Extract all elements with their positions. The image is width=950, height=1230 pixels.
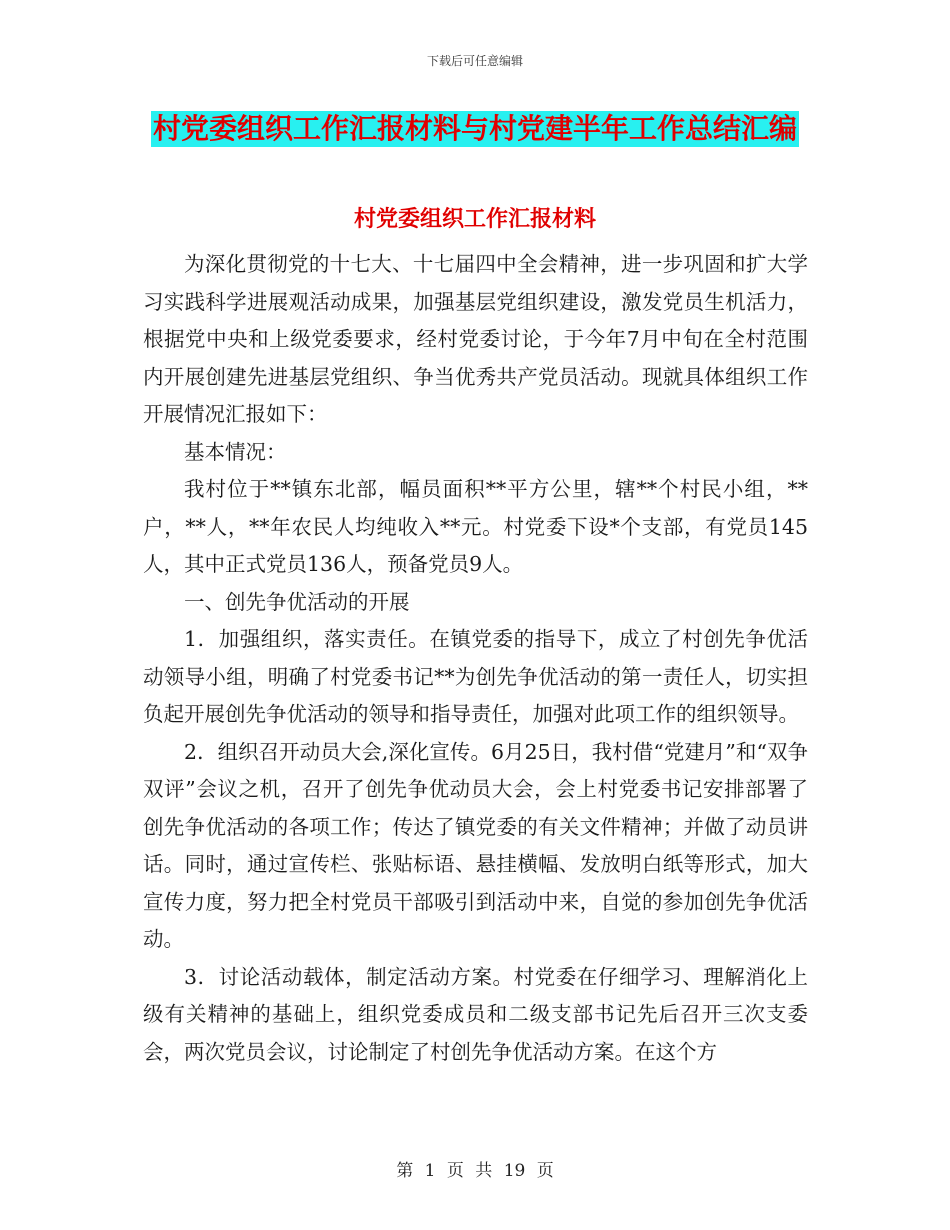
document-body xyxy=(143,246,808,1071)
paragraph: 基本情况： xyxy=(184,439,287,464)
paragraph: 一、创先争优活动的开展 xyxy=(184,589,410,614)
page-number-footer: 第 1 页 共 19 页 xyxy=(396,1161,554,1181)
document-title-container xyxy=(0,111,950,147)
document-title: 村党委组织工作汇报材料与村党建半年工作总结汇编 xyxy=(152,112,797,145)
paragraph: 3．讨论活动载体，制定活动方案。村党委在仔细学习、理解消化上级有关精神的基础上，组织党委成员和二级支部书记先后召开三次支委会，两次党员会议，讨论制定了村创先争优活动方案。在这个方 xyxy=(143,964,808,1064)
paragraph: 为深化贯彻党的十七大、十七届四中全会精神，进一步巩固和扩大学习实践科学进展观活动成果，加强基层党组织建设，激发党员生机活力，根据党中央和上级党委要求，经村党委讨论，于今年7月中旬在全村范围内开展创建先进基层党组织、争当优秀共产党员活动。现就具体组织工作开展情况汇报如下： xyxy=(143,252,808,426)
paragraph: 2．组织召开动员大会,深化宣传。6月25日，我村借“党建月”和“双争双评”会议之机，召开了创先争优动员大会，会上村党委书记安排部署了创先争优活动的各项工作；传达了镇党委的有关文件精神；并做了动员讲话。同时，通过宣传栏、张贴标语、悬挂横幅、发放明白纸等形式，加大宣传力度，努力把全村党员干部吸引到活动中来，自觉的参加创先争优活动。 xyxy=(143,739,808,951)
section-title: 村党委组织工作汇报材料 xyxy=(353,207,596,232)
page-header-note: 下载后可任意编辑 xyxy=(426,54,523,68)
paragraph: 我村位于**镇东北部，幅员面积**平方公里，辖**个村民小组，**户，**人，**年农民人均纯收入**元。村党委下设*个支部，有党员145人，其中正式党员136人，预备党员9人。 xyxy=(143,477,808,576)
paragraph: 1．加强组织，落实责任。在镇党委的指导下，成立了村创先争优活动领导小组，明确了村党委书记**为创先争优活动的第一责任人，切实担负起开展创先争优活动的领导和指导责任，加强对此项工作的组织领导。 xyxy=(143,627,808,726)
